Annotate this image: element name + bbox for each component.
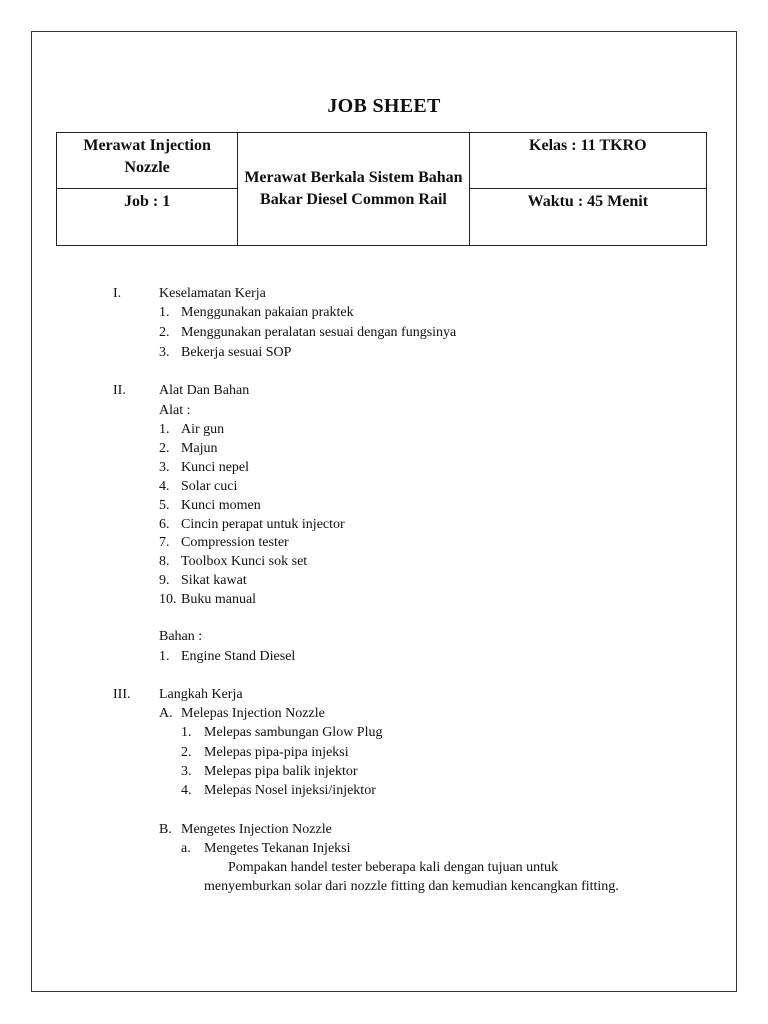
section-numeral: II. <box>113 383 126 398</box>
list-number: 6. <box>159 517 170 532</box>
list-number: 4. <box>159 479 170 494</box>
task-short-cell: Merawat Injection Nozzle <box>57 133 238 189</box>
list-number: 4. <box>181 783 192 798</box>
list-number: 5. <box>159 498 170 513</box>
paragraph-line: menyemburkan solar dari nozzle fitting dan kemudian kencangkan fitting. <box>204 879 619 894</box>
list-item: Menggunakan pakaian praktek <box>181 305 354 320</box>
list-item: Cincin perapat untuk injector <box>181 517 345 532</box>
alat-label: Alat : <box>159 403 191 418</box>
list-number: 3. <box>159 345 170 360</box>
list-number: 2. <box>159 441 170 456</box>
list-number: 1. <box>159 422 170 437</box>
list-number: 8. <box>159 554 170 569</box>
kelas-cell: Kelas : 11 TKRO <box>469 133 706 189</box>
list-item: Melepas pipa balik injektor <box>204 764 358 779</box>
sub-heading: Mengetes Injection Nozzle <box>181 822 332 837</box>
paragraph-line: Pompakan handel tester beberapa kali dengan tujuan untuk <box>228 860 559 875</box>
list-number: 9. <box>159 573 170 588</box>
sub-sub-letter: a. <box>181 841 191 856</box>
list-item: Toolbox Kunci sok set <box>181 554 308 569</box>
list-number: 3. <box>159 460 170 475</box>
list-number: 2. <box>159 325 170 340</box>
section-heading: Keselamatan Kerja <box>159 286 266 301</box>
job-number-cell: Job : 1 <box>57 189 238 246</box>
section-numeral: III. <box>113 687 131 702</box>
sub-letter: B. <box>159 822 172 837</box>
page-title: JOB SHEET <box>327 95 441 117</box>
list-item: Sikat kawat <box>181 573 247 588</box>
list-number: 1. <box>159 305 170 320</box>
sub-sub-heading: Mengetes Tekanan Injeksi <box>204 841 351 856</box>
list-item: Air gun <box>181 422 225 437</box>
list-item: Kunci momen <box>181 498 261 513</box>
list-item: Melepas Nosel injeksi/injektor <box>204 783 376 798</box>
list-number: 2. <box>181 745 192 760</box>
waktu-cell: Waktu : 45 Menit <box>469 189 706 246</box>
list-number: 1. <box>181 725 192 740</box>
list-number: 3. <box>181 764 192 779</box>
list-item: Bekerja sesuai SOP <box>181 345 292 360</box>
sub-heading: Melepas Injection Nozzle <box>181 706 325 721</box>
sub-letter: A. <box>159 706 173 721</box>
task-long-cell: Merawat Berkala Sistem Bahan Bakar Diesel Common Rail <box>238 133 469 246</box>
list-item: Compression tester <box>181 535 289 550</box>
list-item: Kunci nepel <box>181 460 250 475</box>
job-header-table <box>56 132 707 246</box>
list-item: Solar cuci <box>181 479 238 494</box>
list-number: 10. <box>159 592 177 607</box>
list-item: Engine Stand Diesel <box>181 649 296 664</box>
list-number: 1. <box>159 649 170 664</box>
section-heading: Alat Dan Bahan <box>159 383 250 398</box>
section-numeral: I. <box>113 286 122 301</box>
list-item: Menggunakan peralatan sesuai dengan fungsinya <box>181 325 457 340</box>
list-number: 7. <box>159 535 170 550</box>
section-heading: Langkah Kerja <box>159 687 243 702</box>
list-item: Melepas sambungan Glow Plug <box>204 725 383 740</box>
list-item: Majun <box>181 441 218 456</box>
list-item: Melepas pipa-pipa injeksi <box>204 745 349 760</box>
list-item: Buku manual <box>181 592 257 607</box>
bahan-label: Bahan : <box>159 629 203 644</box>
